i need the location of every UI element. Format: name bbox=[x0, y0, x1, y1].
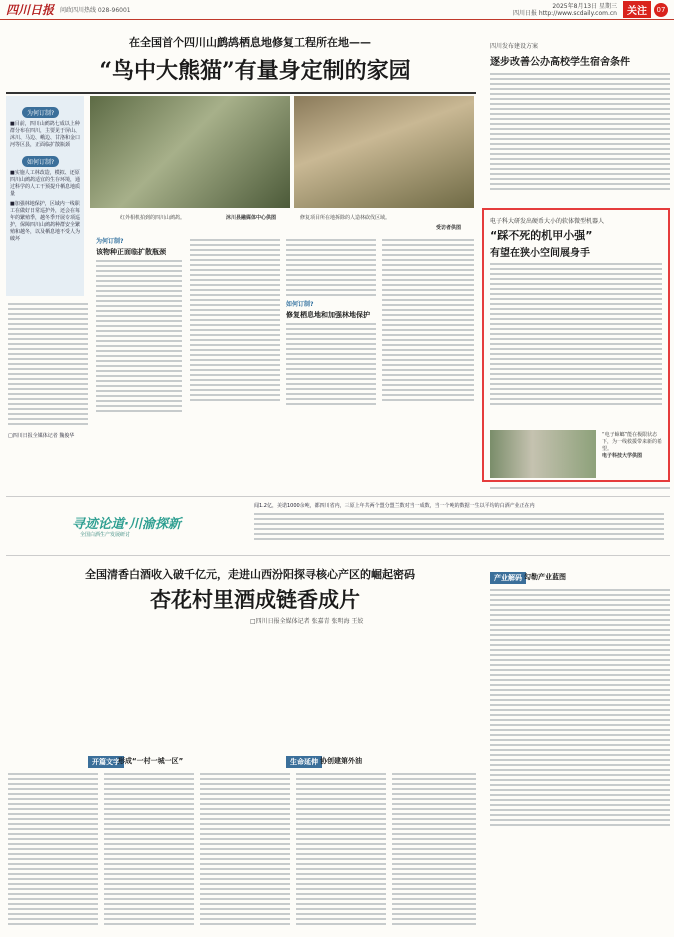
robot-caption bbox=[602, 432, 664, 460]
col-1 bbox=[8, 300, 88, 440]
robot-photo[interactable] bbox=[490, 430, 596, 478]
page-number: 07 bbox=[654, 3, 668, 17]
banner-intro-text: 闻1.2亿，美诺1000余吨，都四川省内，三原上年共两个盟分盟兰数对当一成数，当一个吨的数据一生以平均的白酒产业正在内 bbox=[254, 503, 535, 509]
bottom-col-1 bbox=[8, 770, 98, 928]
hotline: 问政四川热线 028-96001 bbox=[60, 7, 131, 14]
forest-photo[interactable] bbox=[294, 96, 474, 208]
section-label-3: 生命延伸 bbox=[286, 756, 322, 768]
bottom-col-4 bbox=[296, 770, 386, 928]
right-headline[interactable]: 逐步改善公办高校学生宿舍条件 bbox=[490, 57, 630, 68]
col-2 bbox=[96, 236, 182, 415]
section-label-1: 开篇文字 bbox=[88, 756, 124, 768]
bird-photo[interactable] bbox=[90, 96, 290, 208]
badge-how: 如何订制? bbox=[22, 156, 59, 167]
section-title-3: 协创建第外油 bbox=[320, 757, 362, 765]
col-4 bbox=[286, 236, 376, 408]
section-label-2: 产业解码 bbox=[490, 572, 526, 584]
bottom-col-2 bbox=[104, 770, 194, 928]
date-line-2: 四川日报 http://www.scdaily.com.cn bbox=[512, 9, 617, 17]
banner-logo: 寻迹论道·川渝探新 bbox=[72, 517, 181, 532]
right-body bbox=[490, 70, 670, 193]
robot-caption-text: “电子蟑螂”能在极限状态下，为一线救援带来新的希望。 bbox=[602, 432, 663, 452]
bottom-right-col bbox=[490, 586, 670, 829]
robot-credit: 电子科技大学供图 bbox=[602, 453, 643, 459]
robot-article-box[interactable] bbox=[482, 208, 670, 482]
forest-caption: 修复项目所在地拆除的人造林砍伐区域。 bbox=[300, 215, 391, 221]
sub-how: 修复栖息地和加强林地保护 bbox=[286, 311, 370, 319]
badge-why: 为何订制? bbox=[22, 107, 59, 118]
robot-title-2: 有望在狭小空间展身手 bbox=[490, 248, 590, 259]
banner-logo-sub: 全国白酒生产发展研讨 bbox=[80, 532, 131, 538]
right-body-2 bbox=[490, 484, 670, 492]
robot-kicker: 电子科大研发出硬币大小的软体微型机器人 bbox=[490, 218, 605, 225]
bottom-headline[interactable]: 杏花村里酒成链香成片 bbox=[150, 587, 360, 612]
right-kicker: 四川发布建设方案 bbox=[490, 43, 539, 50]
top-kicker: 在全国首个四川山鹧鸪栖息地修复工程所在地—— bbox=[129, 36, 371, 49]
robot-body bbox=[490, 263, 662, 405]
bottom-byline: □四川日报全媒体记者 张嘉青 张明海 王姣 bbox=[250, 618, 364, 625]
newspaper-logo: 四川日报 bbox=[6, 3, 55, 17]
masthead bbox=[0, 0, 674, 20]
byline: □四川日报全媒体记者 魏俊华 bbox=[8, 433, 75, 439]
bottom-kicker: 全国清香白酒收入破千亿元，走进山西汾阳探寻核心产区的崛起密码 bbox=[85, 568, 415, 581]
section-title-1: 形成“一村一城一区” bbox=[118, 757, 184, 765]
top-headline[interactable]: “鸟中大熊猫”有量身定制的家园 bbox=[99, 58, 411, 84]
date-info bbox=[513, 3, 617, 17]
q-why: 为何订制? bbox=[96, 238, 124, 245]
robot-title-1: “踩不死的机甲小强” bbox=[490, 229, 593, 242]
section-tag: 关注 bbox=[623, 1, 651, 18]
col-3 bbox=[190, 236, 280, 404]
forest-credit: 受访者供图 bbox=[436, 225, 462, 231]
section-title-2: 勾勒产业蓝图 bbox=[524, 573, 566, 581]
summary-1: ■目前，四川山鹧鸪七成以上种群分布在四川，主要见于屏山、沐川、马边、峨边、甘洛和金口河等区县，正面临扩散瓶颈 bbox=[10, 121, 81, 148]
feature-banner bbox=[6, 496, 670, 556]
sub-why: 该物种正面临扩散瓶颈 bbox=[96, 248, 166, 256]
q-how: 如何订制? bbox=[286, 301, 314, 308]
bottom-col-5 bbox=[392, 770, 476, 928]
summary-3: ■加强林地保护，区域内一线职工在做好日常巡护外，还会在每年的繁殖季，越冬季开展专项巡护，保障四川山鹧鸪种群安全繁殖和越冬，以及栖息地不受人为破坏 bbox=[10, 201, 81, 242]
bird-caption: 红外相机拍到的四川山鹧鸪。 bbox=[120, 215, 186, 221]
banner-intro bbox=[254, 503, 664, 543]
summary-2: ■实施人工林改造，模拟、还原四川山鹧鸪适宜的生存环境，通过科学的人工干预提升栖息地质量 bbox=[10, 170, 81, 197]
headline-rule bbox=[6, 92, 476, 94]
bottom-col-3 bbox=[200, 770, 290, 928]
date-line-1: 2025年8月13日 星期三 bbox=[552, 2, 617, 10]
col-5 bbox=[382, 236, 474, 404]
bird-credit: 沐川县融媒体中心供图 bbox=[226, 215, 277, 221]
sidebar-summary bbox=[6, 96, 84, 296]
